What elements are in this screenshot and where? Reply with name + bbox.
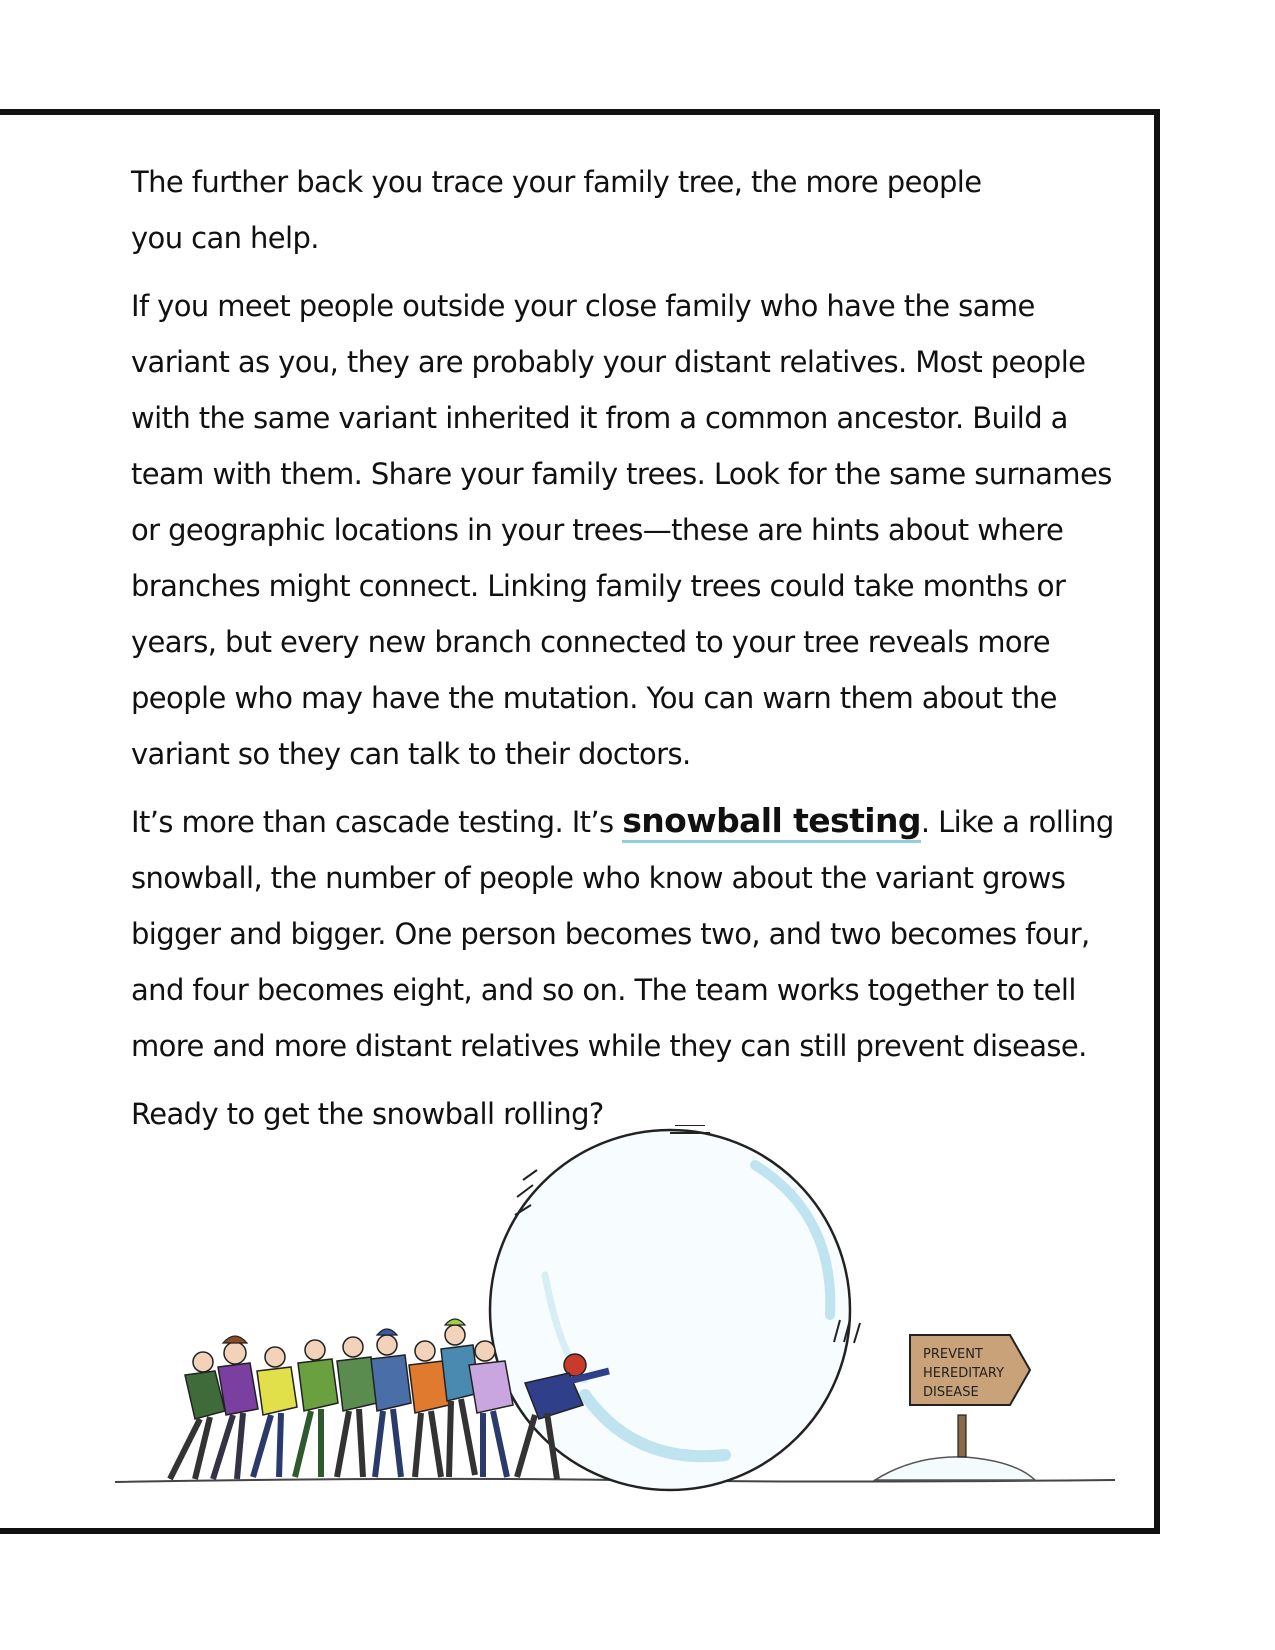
person: [295, 1340, 338, 1477]
p3-after: . Like a rolling snowball, the number of people who know about the variant grows bigger and bigger. One person becomes two, and two becomes four, and four becomes eight, and so on. The team works together to tell more and more distant relatives while they can still prevent disease.: [131, 805, 1114, 1063]
page-content: [131, 154, 1121, 1154]
snowball-testing-term: snowball testing: [622, 801, 921, 843]
person: [371, 1329, 411, 1477]
direction-sign: [910, 1335, 1030, 1457]
sign-line-1: PREVENT: [923, 1347, 983, 1362]
snowball-testing-paragraph: [131, 794, 1121, 1074]
snowball: [490, 1125, 860, 1490]
intro-paragraph: The further back you trace your family tree, the more people you can help.: [131, 165, 982, 255]
person: [253, 1347, 297, 1477]
person: [337, 1337, 377, 1477]
p3-before: It’s more than cascade testing. It’s: [131, 805, 623, 839]
sign-line-2: HEREDITARY: [923, 1366, 1005, 1381]
person: [441, 1319, 479, 1477]
closing-question: Ready to get the snowball rolling?: [131, 1097, 604, 1131]
distant-relatives-paragraph: If you meet people outside your close family who have the same variant as you, they are probably your distant relatives. Most people with the same variant inherited it from a common ancestor. Build a team with them. Share your family trees. Look for the same surnames or geographic locations in your trees—these are hints about where branches might connect. Linking family trees could take months or years, but every new branch connected to your tree reveals more people who may have the mutation. You can warn them about the variant so they can talk to their doctors.: [131, 289, 1112, 771]
snowball-illustration: [115, 1125, 1115, 1515]
sign-line-3: DISEASE: [923, 1385, 979, 1400]
snow-mound: [875, 1457, 1035, 1480]
